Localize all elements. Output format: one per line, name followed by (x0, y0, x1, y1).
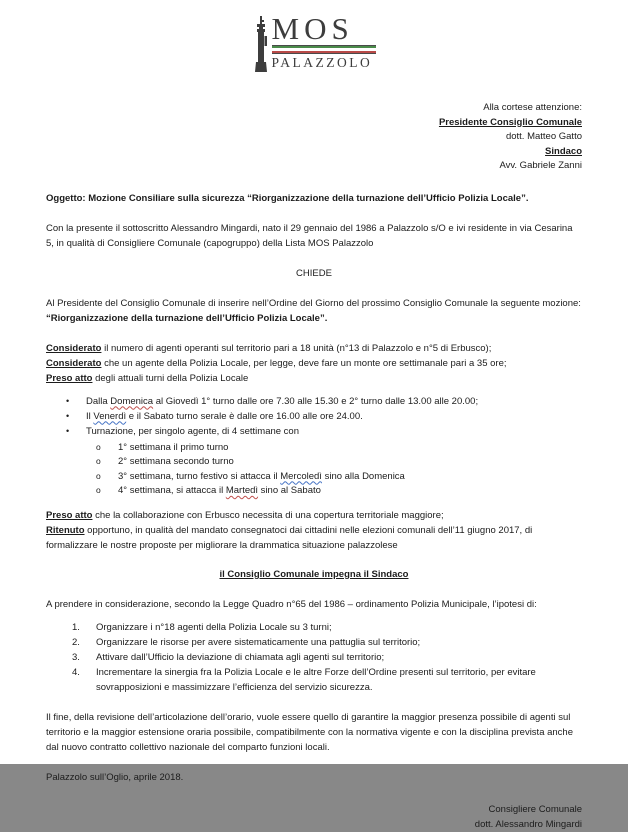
bullet-marker: • (66, 410, 70, 421)
mos-palazzolo-logo (239, 11, 389, 77)
attention-line: Alla cortese attenzione: (483, 102, 582, 113)
list-item: o 1° settimana il primo turno (96, 441, 229, 453)
list-item: o 2° settimana secondo turno (96, 456, 234, 467)
italian-flag-bar (272, 45, 376, 54)
premise-paragraph: A prendere in considerazione, secondo la Legge Quadro n°65 del 1986 – ordinamento Polizia Municipale, l’ipotesi di: (46, 598, 537, 610)
consideration-line: Ritenuto opportuno, in qualità del mandato consegnatoci dai cittadini nelle elezioni comunali dell’11 giugno 2017, di formalizzare le nostre proposte per migliorare la drammatica situazione palazzolese (46, 524, 533, 551)
bullet-marker: • (66, 395, 70, 406)
flag-red-stripe (272, 51, 376, 53)
intro-paragraph: Con la presente il sottoscritto Alessandro Mingardi, nato il 29 gennaio del 1986 a Palazzolo s/O e ivi residente in via Cesarina 5, in qualità di Consigliere Comunale (capogruppo) della Lista MOS Palazzolo (46, 222, 573, 249)
recipient-line: Presidente Consiglio Comunale (438, 116, 582, 128)
list-item: 3. Attivare dall’Ufficio la deviazione di chiamata agli agenti sul territorio; (72, 651, 385, 663)
chiede-heading: CHIEDE (296, 267, 332, 279)
subject-line: Oggetto: Mozione Consiliare sulla sicurezza “Riorganizzazione della turnazione dell’Ufficio Polizia Locale”. (46, 192, 529, 204)
list-item: 4. Incrementare la sinergia fra la Polizia Locale e le altre Forze dell’Ordine presenti sul territorio, per evitare sovrapposizioni e massimizzare l’efficienza del servizio sicurezza. (72, 666, 536, 693)
impegna-heading: il Consiglio Comunale impegna il Sindaco (219, 568, 409, 580)
consideration-line: Preso atto degli attuali turni della Polizia Locale (46, 372, 249, 384)
proposal-list (46, 620, 582, 695)
considerations-block (46, 341, 582, 386)
recipient-line: Sindaco (545, 145, 582, 157)
signature-block (46, 802, 582, 832)
shift-bullet-list (46, 394, 582, 498)
list-item: o 4° settimana, si attacca il Martedì sino al Sabato (96, 485, 321, 496)
purpose-paragraph: Il fine, della revisione dell’articolazione dell’orario, vuole essere quello di garantire la maggior presenza possibile di agenti sul territorio e la maggior estensione oraria possibile, compatibilmente con la normativa vigente e con la disciplina prevista anche dal nuovo contratto collettivo nazionale del comparto funzioni locali. (46, 711, 573, 753)
consideration-line: Considerato che un agente della Polizia Locale, per legge, deve fare un monte ore settimanale pari a 35 ore; (46, 357, 507, 369)
list-item: • Dalla Domenica al Giovedì 1° turno dalle ore 7.30 alle 15.30 e 2° turno dalle 13.00 alle 20.00; (66, 395, 479, 407)
closing-considerations-block (46, 508, 582, 553)
list-item: o 3° settimana, turno festivo si attacca il Mercoledì sino alla Domenica (96, 470, 405, 482)
list-item: • Turnazione, per singolo agente, di 4 settimane con (66, 425, 300, 437)
dateline: Palazzolo sull’Oglio, aprile 2018. (46, 771, 184, 783)
list-item: 2. Organizzare le risorse per avere sistematicamente una pattuglia sul territorio; (72, 636, 421, 648)
recipient-line: Avv. Gabriele Zanni (499, 160, 582, 171)
signature-name: dott. Alessandro Mingardi (474, 818, 582, 830)
logo-subtitle: PALAZZOLO (271, 55, 373, 71)
bell-tower-icon (253, 16, 269, 77)
bullet-marker: o (96, 456, 101, 466)
request-paragraph: Al Presidente del Consiglio Comunale di inserire nell’Ordine del Giorno del prossimo Consiglio Comunale la seguente mozione: “Riorganizzazione della turnazione dell’Ufficio Polizia Locale”. (46, 297, 581, 324)
number-marker: 4. (72, 666, 80, 678)
list-item: • Il Venerdì e il Sabato turno serale è dalle ore 16.00 alle ore 24.00. (66, 410, 363, 422)
logo-text (271, 11, 376, 71)
week-subbullet-list (46, 441, 582, 498)
consideration-line: Considerato il numero di agenti operanti sul territorio pari a 18 unità (n°13 di Palazzolo e n°5 di Erbusco); (46, 342, 492, 354)
bullet-marker: o (96, 470, 101, 481)
bullet-marker: o (96, 441, 101, 452)
consideration-line: Preso atto che la collaborazione con Erbusco necessita di una copertura territoriale maggiore; (46, 509, 444, 521)
recipient-line: dott. Matteo Gatto (505, 131, 582, 142)
number-marker: 3. (72, 651, 80, 663)
logo-title: MOS (271, 11, 354, 46)
list-item: 1. Organizzare i n°18 agenti della Polizia Locale su 3 turni; (72, 621, 332, 633)
number-marker: 1. (72, 621, 80, 633)
signature-role: Consigliere Comunale (488, 803, 582, 815)
bullet-marker: o (96, 485, 101, 495)
number-marker: 2. (72, 636, 80, 648)
bullet-marker: • (66, 425, 70, 436)
recipients-block (46, 101, 582, 174)
